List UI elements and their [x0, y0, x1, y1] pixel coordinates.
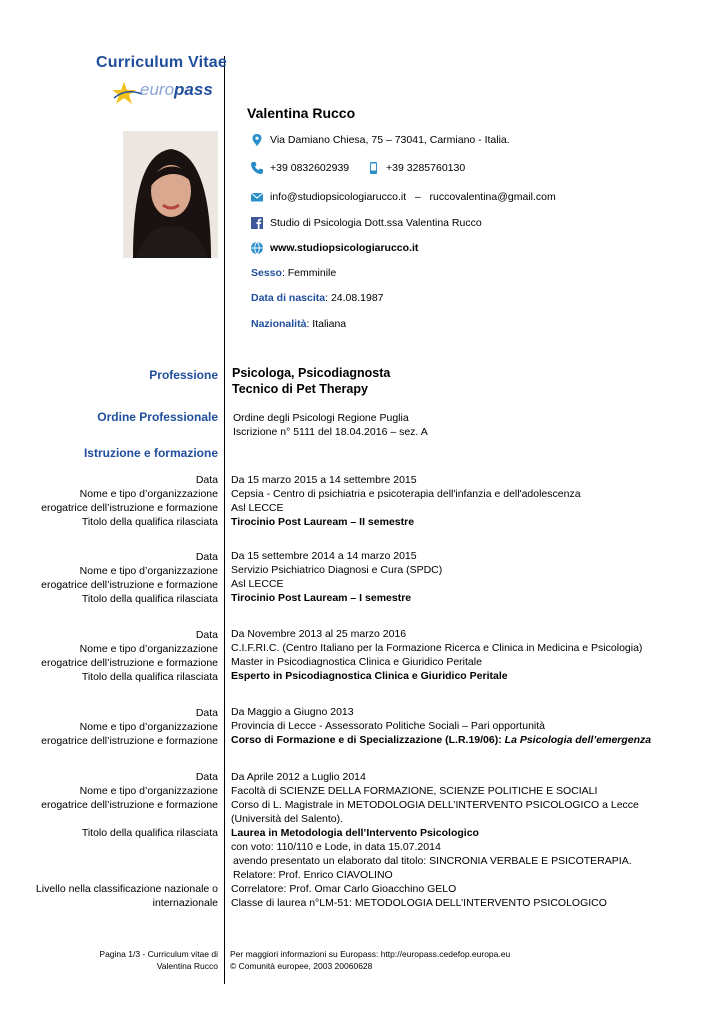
education-entry-labels: [41, 550, 218, 606]
education-entry-values: [231, 549, 442, 605]
label-org-name: Nome e tipo d’organizzazione: [79, 643, 218, 655]
email-icon: [250, 190, 264, 204]
entry-qualification: Laurea in Metodologia dell’Intervento Psicologico: [231, 827, 479, 839]
star-logo-icon: [110, 80, 144, 106]
entry-date: Da Novembre 2013 al 25 marzo 2016: [231, 628, 407, 640]
education-entry-labels: [41, 628, 218, 684]
website-link[interactable]: www.studiopsicologiarucco.it: [270, 241, 419, 254]
website-row: [250, 241, 418, 255]
email-1[interactable]: info@studiopsicologiarucco.it: [270, 190, 407, 203]
education-heading: Istruzione e formazione: [83, 446, 218, 460]
label-org-type: erogatrice dell’istruzione e formazione: [41, 799, 218, 811]
dob-label: Data di nascita: [251, 292, 326, 304]
label-org-type: erogatrice dell’istruzione e formazione: [41, 502, 218, 514]
address-row: [250, 133, 510, 147]
sex-label: Sesso: [251, 267, 282, 279]
address-text: Via Damiano Chiesa, 75 – 73041, Carmiano - Italia.: [270, 133, 510, 146]
label-classification: Livello nella classificazione nazionale o: [35, 883, 218, 895]
footer-info-line-1: Per maggiori informazioni su Europass: http://europass.cedefop.europa.eu: [230, 949, 511, 959]
facebook-text[interactable]: Studio di Psicologia Dott.ssa Valentina Rucco: [270, 216, 482, 229]
logo-text-pass: pass: [174, 80, 213, 99]
label-date: Data: [195, 707, 218, 719]
sex-row: [251, 267, 336, 279]
label-date: Data: [195, 474, 218, 486]
education-entry-labels: [41, 473, 218, 529]
footer-info-line-2: © Comunità europee, 2003 20060628: [230, 961, 373, 971]
footer-page-info: [99, 948, 218, 972]
entry-org: C.I.F.RI.C. (Centro Italiano per la Formazione Ricerca e Clinica in Medicina e Psicologia): [231, 642, 643, 654]
dob-row: [251, 292, 384, 304]
footer-page-line-2: Valentina Rucco: [156, 961, 218, 971]
nationality-row: [251, 318, 346, 330]
education-entry-labels: [41, 706, 218, 748]
profession-line-2: Tecnico di Pet Therapy: [232, 382, 368, 396]
entry-university: (Università del Salento).: [231, 813, 344, 825]
education-entry-values: [231, 770, 639, 910]
entry-course-subtitle: La Psicologia dell’emergenza: [504, 734, 652, 746]
entry-degree-class: Classe di laurea n°LM-51: METODOLOGIA DELL’INTERVENTO PSICOLOGICO: [231, 897, 607, 909]
label-org-name: Nome e tipo d’organizzazione: [79, 785, 218, 797]
cv-title: Curriculum Vitae: [96, 54, 227, 71]
entry-org: Cepsia - Centro di psichiatria e psicoterapia dell'infanzia e dell'adolescenza: [231, 488, 581, 500]
nationality-label: Nazionalità: [251, 318, 307, 330]
label-classification-2: internazionale: [152, 897, 218, 909]
entry-date: Da 15 settembre 2014 a 14 marzo 2015: [231, 550, 417, 562]
phone-icon: [250, 161, 264, 175]
vertical-divider: [224, 56, 225, 984]
education-entry-labels: [36, 770, 218, 910]
label-qualification: Titolo della qualifica rilasciata: [81, 827, 218, 839]
footer-page-line-1: Pagina 1/3 - Curriculum vitae di: [99, 949, 218, 959]
entry-date: Da Aprile 2012 a Luglio 2014: [231, 771, 366, 783]
profile-photo: [123, 131, 218, 258]
label-org-name: Nome e tipo d’organizzazione: [79, 488, 218, 500]
entry-org: Provincia di Lecce - Assessorato Politiche Sociali – Pari opportunità: [231, 720, 545, 732]
entry-org-2: Asl LECCE: [231, 502, 284, 514]
mobile-phone-icon: [366, 161, 380, 175]
education-entry-values: [231, 627, 642, 683]
globe-icon: [250, 241, 264, 255]
entry-date: Da 15 marzo 2015 a 14 settembre 2015: [231, 474, 417, 486]
entry-org: Facoltà di SCIENZE DELLA FORMAZIONE, SCIENZE POLITICHE E SOCIALI: [231, 785, 598, 797]
dob-value: : 24.08.1987: [325, 292, 384, 304]
logo-text-euro: euro: [140, 80, 175, 99]
entry-course: Corso di L. Magistrale in METODOLOGIA DELL’INTERVENTO PSICOLOGICO a Lecce: [231, 799, 639, 811]
entry-date: Da Maggio a Giugno 2013: [231, 706, 354, 718]
location-pin-icon: [250, 133, 264, 147]
label-date: Data: [195, 551, 218, 563]
order-line-1: Ordine degli Psicologi Regione Puglia: [233, 412, 409, 424]
email-row: [250, 190, 556, 204]
profession-heading: Professione: [149, 368, 218, 382]
label-org-name: Nome e tipo d’organizzazione: [79, 721, 218, 733]
entry-org-2: Asl LECCE: [231, 578, 284, 590]
entry-qualification: Esperto in Psicodiagnostica Clinica e Giuridico Peritale: [231, 670, 508, 682]
phone-row: [250, 161, 465, 175]
entry-qualification: Tirocinio Post Lauream – I semestre: [231, 592, 412, 604]
entry-org-2: Master in Psicodiagnostica Clinica e Giuridico Peritale: [231, 656, 482, 668]
entry-grade: con voto: 110/110 e Lode, in data 15.07.2014: [231, 841, 441, 853]
profession-line-1: Psicologa, Psicodiagnosta: [232, 366, 391, 380]
mobile-text: +39 3285760130: [386, 161, 466, 174]
education-entry-values: [231, 705, 651, 747]
order-line-2: Iscrizione n° 5111 del 18.04.2016 – sez. A: [233, 426, 428, 438]
label-qualification: Titolo della qualifica rilasciata: [81, 593, 218, 605]
email-2[interactable]: ruccovalentina@gmail.com: [429, 190, 556, 203]
label-qualification: Titolo della qualifica rilasciata: [81, 516, 218, 528]
entry-org: Servizio Psichiatrico Diagnosi e Cura (SPDC): [231, 564, 443, 576]
footer-europass-info: [230, 948, 510, 972]
entry-thesis: avendo presentato un elaborato dal titolo: SINCRONIA VERBALE E PSICOTERAPIA.: [233, 855, 632, 867]
entry-course-title: Corso di Formazione e di Specializzazione (L.R.19/06):: [231, 734, 505, 746]
email-separator: –: [414, 190, 421, 203]
entry-qualification: Tirocinio Post Lauream – II semestre: [231, 516, 415, 528]
education-entry-values: [231, 473, 581, 529]
label-org-type: erogatrice dell’istruzione e formazione: [41, 657, 218, 669]
phone-text: +39 0832602939: [270, 161, 350, 174]
label-date: Data: [195, 629, 218, 641]
facebook-icon: [250, 216, 264, 230]
entry-cosupervisor: Correlatore: Prof. Omar Carlo Gioacchino GELO: [231, 883, 457, 895]
order-text: [233, 411, 428, 439]
europass-logo: [110, 80, 213, 106]
nationality-value: : Italiana: [306, 318, 347, 330]
label-org-type: erogatrice dell’istruzione e formazione: [41, 735, 218, 747]
label-org-type: erogatrice dell’istruzione e formazione: [41, 579, 218, 591]
entry-course: [231, 733, 651, 747]
person-name: Valentina Rucco: [247, 105, 356, 121]
sex-value: : Femminile: [281, 267, 337, 279]
label-date: Data: [195, 771, 218, 783]
entry-supervisor: Relatore: Prof. Enrico CIAVOLINO: [233, 869, 393, 881]
label-org-name: Nome e tipo d’organizzazione: [79, 565, 218, 577]
order-heading: Ordine Professionale: [97, 410, 218, 424]
facebook-row: [250, 216, 482, 230]
label-qualification: Titolo della qualifica rilasciata: [81, 671, 218, 683]
